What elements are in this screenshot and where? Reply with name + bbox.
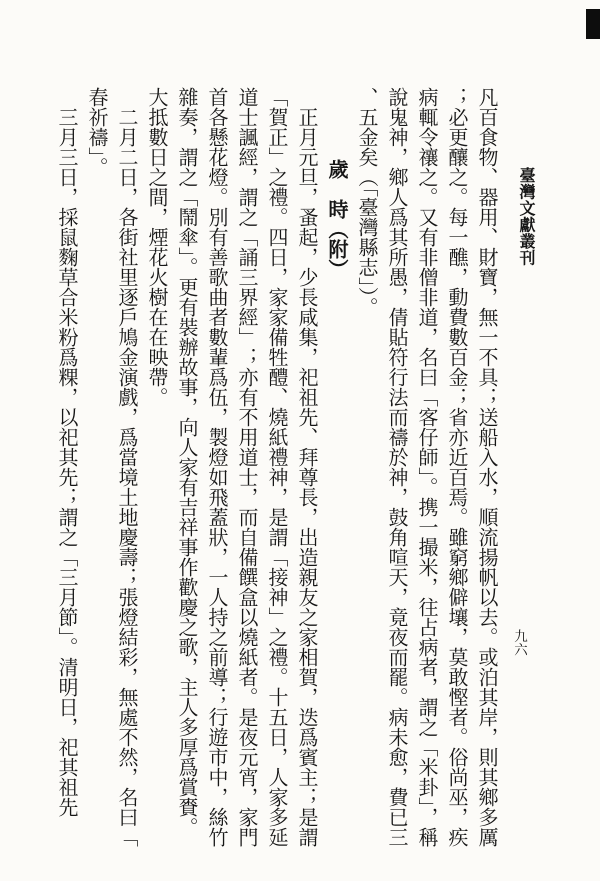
paragraph: 二月二日，各街社里逐戶鳩金演戲，爲當境土地慶壽；張燈結彩，無處不然，名曰「春祈禱」。 <box>85 87 137 847</box>
corner-print-mark <box>586 9 600 39</box>
paragraph: 正月元旦，蚤起，少長咸集，祀祖先、拜尊長，出造親友之家相賀，迭爲賓主；是謂「賀正」之禮。四日，家家備牲醴、燒紙禮神，是謂「接神」之禮。十五日，人家多延道士諷經，謂之「誦三界經」；亦有不用道士，而自備饌盒以燒紙者。是夜元宵，家門首各懸花燈。別有善歌曲者數輩爲伍，製燈如飛蓋狀，一人持之前導；行遊市中，絲竹雜奏，謂之「鬧傘」。更有裝辦故事，向人家有吉祥事作歡慶之歌，主人多厚爲賞賚。大抵數日之間，煙花火樹在在映帶。 <box>145 87 317 847</box>
running-head: 臺灣文獻叢刊 <box>517 167 534 266</box>
page-number: 九六 <box>512 629 527 656</box>
paragraph: 三月三日，採鼠麴草合米粉爲粿，以祀其先；謂之「三月節」。清明日，祀其祖先 <box>55 107 77 817</box>
section-heading: 歲 時（附） <box>325 159 347 279</box>
paragraph-continuation: 凡百食物、器用、財寶，無一不具；送船入水，順流揚帆以去。或泊其岸，則其鄉多厲；必更釀之。每一醮，動費數百金；省亦近百焉。雖窮鄉僻壤，莫敢慳者。俗尚巫，疾病輒令禳之。又有非僧非道，名曰「客仔師」。携一撮米，往占病者，謂之「米卦」，稱說鬼神，鄉人爲其所愚，倩貼符行法而禱於神，鼓角喧天，竟夜而罷。病未愈，費已三、五金矣（「臺灣縣志」）。 <box>355 87 497 847</box>
main-text-block <box>51 87 501 849</box>
